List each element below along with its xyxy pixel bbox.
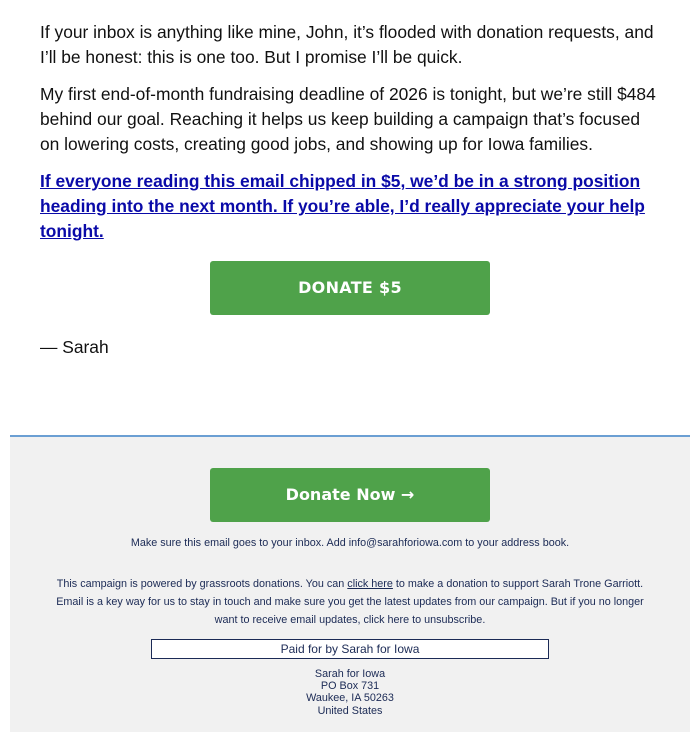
powered-by-text xyxy=(10,575,690,629)
signoff: — Sarah xyxy=(40,337,109,357)
address-country: United States xyxy=(317,704,383,717)
paragraph-deadline: My first end-of-month fundraising deadline of 2026 is tonight, but we’re still $484 behind our goal. Reaching it helps us keep building a campaign that’s focused on lowering costs, creating good jobs, and showing up for Iowa families. xyxy=(40,84,656,154)
chip-in-link[interactable]: If everyone reading this email chipped in $5, we’d be in a strong position heading into the next month. If you’re able, I’d really appreciate your help tonight. xyxy=(40,171,645,241)
powered-prefix: This campaign is powered by grassroots donations. You can xyxy=(56,578,348,590)
postal-address xyxy=(10,668,690,717)
paragraph-intro: If your inbox is anything like mine, John, it’s flooded with donation requests, and I’ll be honest: this is one too. But I promise I’ll be quick. xyxy=(40,22,654,67)
powered-suffix: to make a donation to support Sarah Trone Garriott. Email is a key way for us to stay in touch and make sure you get the latest updates from our campaign. But if you no longer want to receive email updates, click here to unsubscribe. xyxy=(56,578,644,626)
email-body xyxy=(0,0,700,359)
donate-now-button[interactable]: Donate Now → xyxy=(210,468,490,522)
click-here-donate-link[interactable]: click here xyxy=(347,578,393,590)
address-street: PO Box 731 xyxy=(320,680,380,693)
email-footer xyxy=(10,435,690,732)
inbox-note: Make sure this email goes to your inbox. Add info@sarahforiowa.com to your address book. xyxy=(130,537,570,549)
donate-5-button[interactable]: DONATE $5 xyxy=(210,261,490,315)
address-city: Waukee, IA 50263 xyxy=(306,692,394,705)
address-name: Sarah for Iowa xyxy=(314,668,386,680)
paid-for-box: Paid for by Sarah for Iowa xyxy=(151,639,549,659)
